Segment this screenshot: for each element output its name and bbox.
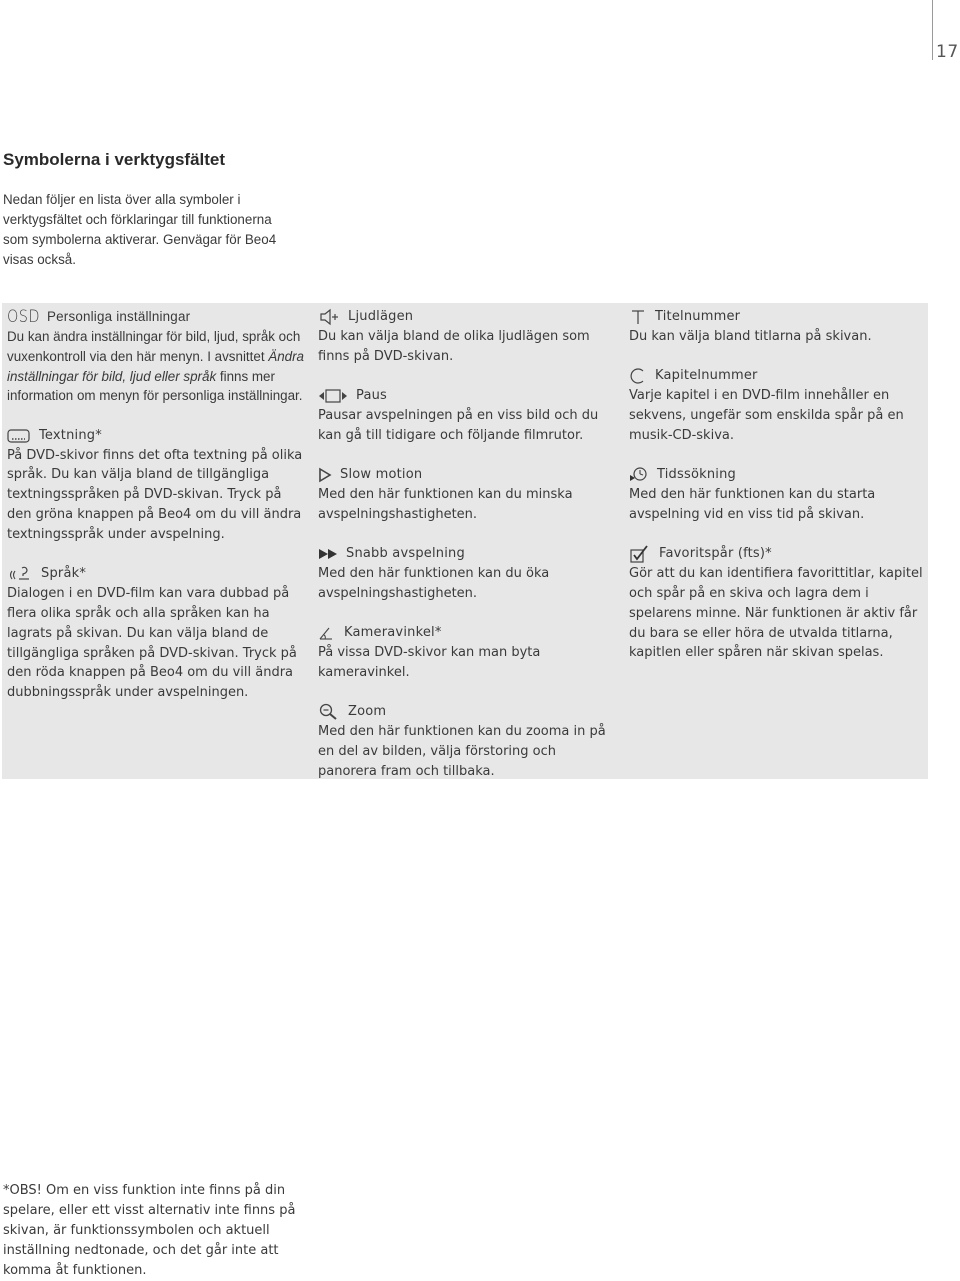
entry-camera-angle	[318, 623, 618, 683]
entry-title: Kapitelnummer	[655, 368, 758, 384]
entry-chapter-number	[629, 366, 927, 445]
entry-personal-settings	[7, 307, 305, 406]
chapter-number-icon	[629, 367, 647, 385]
entry-title: Textning*	[39, 427, 102, 443]
zoom-icon	[318, 703, 340, 721]
symbol-column-1	[7, 307, 305, 722]
entry-description: Med den här funktionen kan du öka avspelningshastigheten.	[318, 566, 550, 602]
entry-pause	[318, 386, 618, 446]
page-number: 17	[936, 42, 959, 62]
entry-title: Språk*	[41, 566, 87, 582]
entry-title: Titelnummer	[655, 309, 741, 324]
entry-title: Ljudlägen	[348, 309, 414, 324]
entry-title: Personliga inställningar	[47, 309, 191, 324]
symbol-column-3	[629, 307, 927, 683]
entry-title: Zoom	[348, 704, 387, 720]
language-icon	[7, 565, 33, 583]
entry-description: Dialogen i en DVD-film kan vara dubbad på flera olika språk och alla språken kan ha lagrats på skivan. Du kan välja bland de tillgängliga språken på DVD-skivan. Tryck på den röda knappen på Beo4 om du vill ändra dubbningsspråk under avspelningen.	[7, 586, 297, 701]
entry-description: På vissa DVD-skivor kan man byta kameravinkel.	[318, 645, 541, 681]
entry-description: Du kan välja bland de olika ljudlägen som finns på DVD-skivan.	[318, 329, 590, 364]
title-number-icon	[629, 308, 647, 326]
intro-paragraph: Nedan följer en lista över alla symboler i verktygsfältet och förklaringar till funktionerna som symbolerna aktiverar. Genvägar för Beo4 visas också.	[3, 192, 277, 267]
entry-fast-forward	[318, 544, 618, 604]
time-search-icon	[629, 466, 649, 484]
favorite-tracks-icon	[629, 545, 651, 563]
entry-sound-modes	[318, 307, 618, 367]
camera-angle-icon	[318, 625, 336, 641]
entry-title: Favoritspår (fts)*	[659, 546, 772, 562]
entry-language	[7, 564, 305, 703]
fast-forward-icon	[318, 547, 338, 561]
entry-description: Gör att du kan identifiera favorittitlar, kapitel och spår på en skiva och lagra dem i spelarens minne. När funktionen är aktiv får du bara se eller höra de utvalda titlarna, kapitlen eller spåren när skivan spelas.	[629, 566, 923, 661]
section-heading: Symbolerna i verktygsfältet	[3, 150, 226, 169]
entry-subtitles	[7, 426, 305, 545]
entry-favorite-tracks	[629, 544, 927, 663]
entry-description: Pausar avspelningen på en viss bild och du kan gå till tidigare och följande filmrutor.	[318, 408, 599, 443]
subtitle-icon	[7, 428, 31, 444]
osd-icon: OSD	[7, 307, 40, 327]
pause-icon	[318, 387, 348, 405]
entry-description: På DVD-skivor finns det ofta textning på olika språk. Du kan välja bland de tillgängliga textningsspråken på DVD-skivan. Tryck på den gröna knappen på Beo4 om du vill ändra textningsspråk under avspelning.	[7, 447, 303, 542]
sound-mode-icon	[318, 308, 340, 326]
entry-description: Varje kapitel i en DVD-film innehåller en sekvens, ungefär som enskilda spår på en musik-CD-skiva.	[629, 388, 904, 443]
entry-description: Med den här funktionen kan du zooma in på en del av bilden, välja förstoring och panorera fram och tillbaka.	[318, 724, 606, 780]
page-edge-line	[932, 0, 933, 60]
entry-title: Paus	[356, 388, 388, 404]
entry-title: Kameravinkel*	[344, 625, 442, 641]
entry-description: Du kan välja bland titlarna på skivan.	[629, 329, 872, 344]
entry-description: Med den här funktionen kan du minska avspelningshastigheten.	[318, 487, 573, 522]
slow-motion-icon	[318, 467, 332, 483]
entry-description: Med den här funktionen kan du starta avspelning vid en viss tid på skivan.	[629, 487, 876, 522]
entry-slow-motion	[318, 465, 618, 525]
entry-title: Tidssökning	[657, 467, 736, 483]
entry-title: Snabb avspelning	[346, 546, 465, 562]
entry-zoom	[318, 702, 618, 781]
entry-title: Slow motion	[340, 467, 423, 483]
symbol-column-2	[318, 307, 618, 801]
footnote: *OBS! Om en viss funktion inte finns på din spelare, eller ett visst alternativ inte finns på skivan, är funktionssymbolen och aktuell inställning nedtonade, och det går inte att komma åt funktionen.	[3, 1183, 296, 1278]
entry-time-search	[629, 465, 927, 525]
entry-title-number	[629, 307, 927, 347]
entry-description: Du kan ändra inställningar för bild, ljud, språk och vuxenkontroll via den här menyn. I avsnittet Ändra inställningar för bild, ljud eller språk finns mer information om menyn för personliga inställningar.	[7, 329, 304, 404]
